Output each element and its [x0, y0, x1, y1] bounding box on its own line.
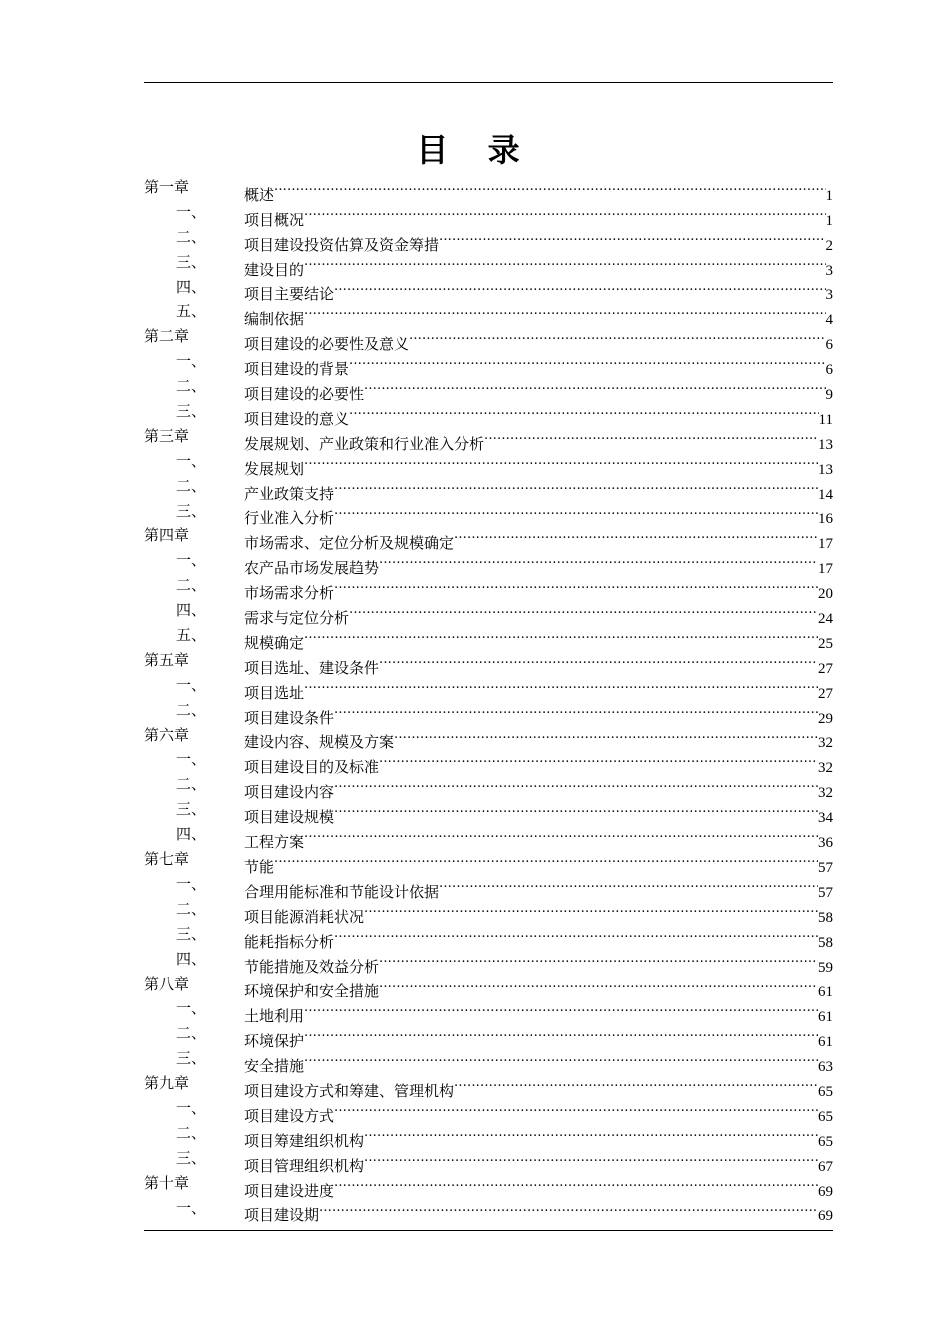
toc-page-number: 65	[818, 1083, 833, 1100]
toc-entry-number: 三、	[176, 1148, 207, 1167]
toc-page-number: 65	[818, 1133, 833, 1150]
toc-chapter-entry[interactable]	[144, 424, 833, 453]
toc-section-entry[interactable]	[144, 1046, 833, 1076]
toc-chapter-entry[interactable]	[144, 523, 833, 553]
toc-entry-title: 安全措施	[244, 1057, 305, 1076]
toc-page-number: 65	[818, 1108, 833, 1125]
toc-page-number: 69	[818, 1183, 833, 1200]
dot-leader	[379, 947, 818, 972]
toc-entry-number: 一、	[176, 451, 207, 470]
toc-entry-number: 一、	[176, 202, 207, 221]
toc-section-entry[interactable]	[144, 349, 833, 379]
dot-leader	[454, 1071, 818, 1096]
toc-section-entry[interactable]	[144, 623, 833, 652]
toc-page-number: 32	[818, 760, 833, 777]
toc-entry-number: 一、	[176, 750, 207, 769]
toc-entry-title: 项目建设的意义	[244, 409, 350, 428]
dot-leader	[274, 847, 818, 872]
dot-leader	[304, 449, 818, 474]
toc-page-number: 58	[818, 934, 833, 951]
toc-chapter-entry[interactable]	[144, 324, 833, 354]
toc-page-number: 57	[818, 884, 833, 901]
toc-page-number: 14	[818, 486, 833, 503]
toc-entry-number: 一、	[176, 675, 207, 694]
toc-entry-number: 三、	[176, 501, 207, 520]
toc-entry-number: 二、	[176, 377, 207, 396]
toc-entry-number: 第九章	[144, 1074, 190, 1093]
toc-section-entry[interactable]	[144, 897, 833, 926]
toc-entry-number: 第八章	[144, 974, 190, 993]
toc-section-entry[interactable]	[144, 499, 833, 528]
toc-page-number: 4	[825, 312, 833, 329]
dot-leader	[439, 225, 825, 250]
dot-leader	[364, 1121, 818, 1146]
toc-entry-number: 一、	[176, 999, 207, 1018]
toc-section-entry[interactable]	[144, 250, 833, 279]
toc-section-entry[interactable]	[144, 772, 833, 802]
toc-entry-number: 一、	[176, 352, 207, 371]
toc-section-entry[interactable]	[144, 1121, 833, 1150]
dot-leader	[379, 648, 818, 673]
toc-entry-number: 二、	[176, 775, 207, 794]
dot-leader	[274, 175, 825, 200]
dot-leader	[334, 1096, 818, 1121]
toc-entry-title: 项目建设内容	[244, 783, 335, 802]
toc-page-number: 3	[825, 287, 833, 304]
toc-page-number: 27	[818, 660, 833, 677]
toc-entry-title: 项目建设期	[244, 1206, 320, 1225]
toc-entry-title: 项目建设进度	[244, 1181, 335, 1200]
toc-entry-title: 项目建设方式	[244, 1106, 335, 1125]
toc-title: 目 录	[416, 131, 534, 169]
toc-page-number: 13	[818, 436, 833, 453]
toc-page-number: 25	[818, 635, 833, 652]
toc-chapter-entry[interactable]	[144, 847, 833, 876]
toc-entry-title: 环境保护和安全措施	[244, 982, 380, 1001]
toc-entry-title: 概述	[244, 185, 275, 204]
dot-leader	[334, 474, 818, 499]
dot-leader	[304, 200, 825, 225]
dot-leader	[304, 822, 818, 847]
toc-section-entry[interactable]	[144, 1146, 833, 1175]
toc-entry-title: 项目管理组织机构	[244, 1156, 365, 1175]
toc-entry-title: 节能	[244, 857, 275, 876]
toc-entry-title: 规模确定	[244, 633, 305, 652]
toc-entry-title: 建设目的	[244, 260, 305, 279]
toc-entry-title: 发展规划、产业政策和行业准入分析	[244, 434, 485, 453]
toc-entry-number: 二、	[176, 476, 207, 495]
toc-section-entry[interactable]	[144, 1096, 833, 1125]
toc-entry-number: 四、	[176, 949, 207, 968]
toc-entry-number: 三、	[176, 1049, 207, 1068]
toc-entry-number: 三、	[176, 402, 207, 421]
dot-leader	[379, 972, 818, 997]
toc-page-number: 17	[818, 561, 833, 578]
toc-section-entry[interactable]	[144, 1196, 833, 1225]
dot-leader	[334, 922, 818, 947]
toc-page-number: 67	[818, 1158, 833, 1175]
dot-leader	[334, 275, 825, 300]
toc-entry-title: 项目概况	[244, 210, 305, 229]
toc-section-entry[interactable]	[144, 872, 833, 901]
dot-leader	[349, 598, 818, 623]
toc-section-entry[interactable]	[144, 374, 833, 404]
toc-section-entry[interactable]	[144, 548, 833, 578]
toc-section-entry[interactable]	[144, 1021, 833, 1051]
toc-entry-number: 二、	[176, 1024, 207, 1043]
toc-page-number: 32	[818, 735, 833, 752]
toc-entry-title: 土地利用	[244, 1007, 305, 1026]
toc-page-number: 36	[818, 835, 833, 852]
toc-page-number: 59	[818, 959, 833, 976]
toc-entry-number: 四、	[176, 825, 207, 844]
toc-entry-title: 项目建设条件	[244, 708, 335, 727]
toc-chapter-entry[interactable]	[144, 1171, 833, 1200]
toc-page-number: 17	[818, 536, 833, 553]
toc-entry-number: 第三章	[144, 426, 190, 445]
toc-entry-number: 一、	[176, 874, 207, 893]
toc-entry-number: 五、	[176, 626, 207, 645]
toc-entry-title: 合理用能标准和节能设计依据	[244, 882, 440, 901]
toc-entry-title: 农产品市场发展趋势	[244, 559, 380, 578]
toc-entry-number: 一、	[176, 551, 207, 570]
toc-page-number: 1	[825, 187, 833, 204]
toc-entry-number: 第四章	[144, 526, 190, 545]
toc-section-entry[interactable]	[144, 449, 833, 478]
toc-chapter-entry[interactable]	[144, 972, 833, 1001]
dot-leader	[304, 1046, 818, 1071]
dot-leader	[334, 1171, 818, 1196]
dot-leader	[439, 872, 818, 897]
toc-page-number: 58	[818, 909, 833, 926]
toc-entry-title: 建设内容、规模及方案	[244, 733, 395, 752]
toc-entry-title: 工程方案	[244, 833, 305, 852]
toc-entry-number: 第七章	[144, 850, 190, 869]
toc-section-entry[interactable]	[144, 673, 833, 702]
toc-entry-title: 项目建设投资估算及资金筹措	[244, 235, 440, 254]
toc-entry-number: 二、	[176, 700, 207, 719]
dot-leader	[304, 250, 825, 275]
toc-entry-title: 市场需求、定位分析及规模确定	[244, 534, 455, 553]
toc-page-number: 1	[825, 212, 833, 229]
toc-section-entry[interactable]	[144, 822, 833, 852]
dot-leader	[319, 1196, 818, 1221]
toc-page-number: 32	[818, 785, 833, 802]
toc-entry-number: 二、	[176, 227, 207, 246]
toc-section-entry[interactable]	[144, 573, 833, 603]
toc-page-number: 61	[818, 1009, 833, 1026]
toc-section-entry[interactable]	[144, 225, 833, 254]
toc-chapter-entry[interactable]	[144, 175, 833, 204]
toc-section-entry[interactable]	[144, 474, 833, 503]
toc-entry-number: 第六章	[144, 725, 190, 744]
toc-entry-title: 项目建设方式和筹建、管理机构	[244, 1081, 455, 1100]
dot-leader	[304, 299, 825, 324]
toc-entry-title: 产业政策支持	[244, 484, 335, 503]
toc-section-entry[interactable]	[144, 299, 833, 329]
toc-section-entry[interactable]	[144, 275, 833, 304]
toc-entry-number: 第一章	[144, 178, 190, 196]
toc-entry-title: 项目建设的背景	[244, 360, 350, 379]
toc-section-entry[interactable]	[144, 747, 833, 777]
toc-page-number: 3	[825, 262, 833, 279]
toc-entry-number: 一、	[176, 1098, 207, 1117]
toc-entry-number: 三、	[176, 252, 207, 271]
dot-leader	[304, 996, 818, 1021]
toc-page-number: 69	[818, 1208, 833, 1225]
toc-page-number: 9	[825, 387, 833, 404]
toc-page-number: 24	[818, 611, 833, 628]
toc-entry-number: 四、	[176, 277, 207, 296]
toc-section-entry[interactable]	[144, 399, 833, 428]
toc-page-number: 57	[818, 859, 833, 876]
toc-section-entry[interactable]	[144, 947, 833, 976]
toc-entry-title: 编制依据	[244, 310, 305, 329]
toc-section-entry[interactable]	[144, 698, 833, 727]
dot-leader	[349, 349, 825, 374]
toc-chapter-entry[interactable]	[144, 1071, 833, 1100]
toc-entry-title: 环境保护	[244, 1032, 305, 1051]
dot-leader	[349, 399, 819, 424]
dot-leader	[334, 698, 818, 723]
toc-page-number: 20	[818, 586, 833, 603]
toc-entry-line	[244, 1196, 833, 1230]
toc-entry-number: 二、	[176, 576, 207, 595]
toc-entry-title: 能耗指标分析	[244, 932, 335, 951]
toc-page-number: 34	[818, 810, 833, 827]
toc-entry-title: 项目选址	[244, 683, 305, 702]
toc-entry-title: 项目主要结论	[244, 285, 335, 304]
dot-leader	[304, 1021, 818, 1046]
toc-entry-title: 行业准入分析	[244, 509, 335, 528]
toc-section-entry[interactable]	[144, 922, 833, 951]
toc-page-number: 61	[818, 1034, 833, 1051]
toc-entry-number: 四、	[176, 601, 207, 620]
dot-leader	[364, 374, 825, 399]
toc-section-entry[interactable]	[144, 797, 833, 827]
toc-entry-number: 二、	[176, 1123, 207, 1142]
toc-entry-title: 项目建设规模	[244, 808, 335, 827]
dot-leader	[379, 747, 818, 772]
toc-entry-number: 一、	[176, 1198, 207, 1217]
toc-entry-title: 需求与定位分析	[244, 609, 350, 628]
toc-page-number: 2	[825, 237, 833, 254]
dot-leader	[334, 573, 818, 598]
toc-entry-title: 发展规划	[244, 459, 305, 478]
toc-page-number: 11	[818, 411, 833, 428]
toc-page-number: 61	[818, 984, 833, 1001]
toc-entry-title: 项目筹建组织机构	[244, 1131, 365, 1150]
toc-entry-number: 二、	[176, 899, 207, 918]
footer-rule	[144, 1230, 833, 1231]
toc-entry-title: 项目建设的必要性	[244, 385, 365, 404]
dot-leader	[394, 723, 818, 748]
dot-leader	[334, 772, 818, 797]
toc-entry-title: 节能措施及效益分析	[244, 957, 380, 976]
dot-leader	[409, 324, 825, 349]
toc-page-number: 6	[825, 362, 833, 379]
toc-chapter-entry[interactable]	[144, 723, 833, 752]
toc-entry-number: 三、	[176, 924, 207, 943]
dot-leader	[334, 797, 818, 822]
dot-leader	[379, 548, 818, 573]
toc-entry-title: 项目选址、建设条件	[244, 658, 380, 677]
toc-entry-title: 项目建设的必要性及意义	[244, 335, 410, 354]
toc-entry-number: 第二章	[144, 327, 190, 346]
toc-entry-title: 市场需求分析	[244, 584, 335, 603]
table-of-contents	[144, 175, 833, 1225]
toc-entry-number: 五、	[176, 302, 207, 321]
dot-leader	[364, 1146, 818, 1171]
header-rule	[144, 82, 833, 83]
toc-section-entry[interactable]	[144, 200, 833, 229]
toc-page-number: 13	[818, 461, 833, 478]
dot-leader	[334, 499, 818, 524]
toc-page-number: 16	[818, 511, 833, 528]
toc-entry-number: 第十章	[144, 1173, 190, 1192]
dot-leader	[454, 523, 818, 548]
toc-entry-title: 项目建设目的及标准	[244, 758, 380, 777]
toc-page-number: 6	[825, 337, 833, 354]
dot-leader	[484, 424, 818, 449]
toc-entry-number: 第五章	[144, 650, 190, 669]
toc-page-number: 63	[818, 1059, 833, 1076]
toc-page-number: 29	[818, 710, 833, 727]
toc-entry-number: 三、	[176, 800, 207, 819]
dot-leader	[304, 623, 818, 648]
toc-entry-title: 项目能源消耗状况	[244, 907, 365, 926]
toc-chapter-entry[interactable]	[144, 648, 833, 677]
toc-section-entry[interactable]	[144, 996, 833, 1026]
toc-page-number: 27	[818, 685, 833, 702]
toc-section-entry[interactable]	[144, 598, 833, 628]
dot-leader	[364, 897, 818, 922]
dot-leader	[304, 673, 818, 698]
